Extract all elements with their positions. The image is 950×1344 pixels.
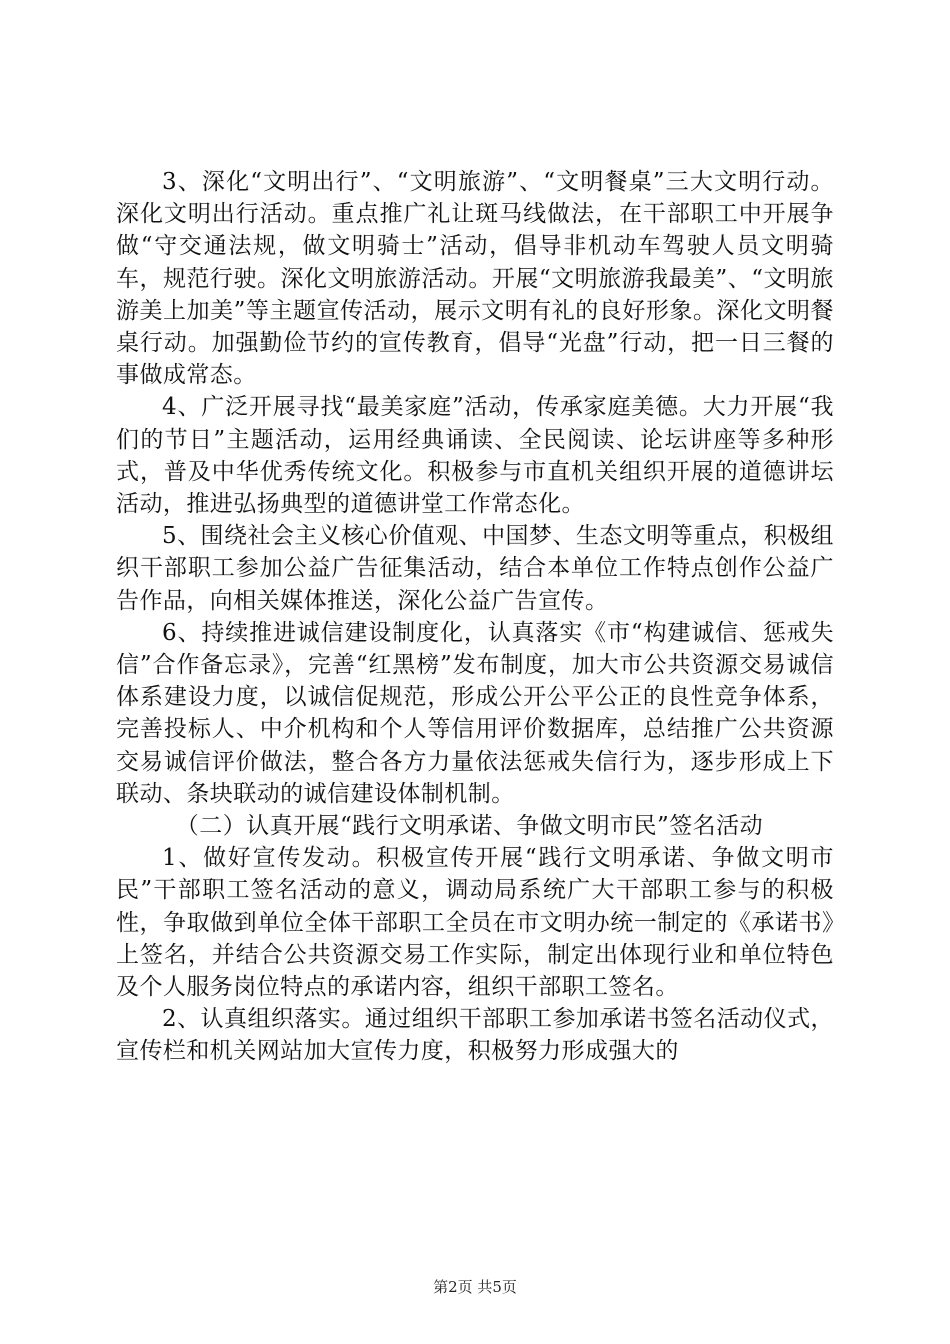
paragraph-item-4: 4、广泛开展寻找“最美家庭”活动，传承家庭美德。大力开展“我们的节日”主题活动，运用经典诵读、全民阅读、论坛讲座等多种形式，普及中华优秀传统文化。积极参与市直机关组织开展的道德讲坛活动，推进弘扬典型的道德讲堂工作常态化。 [116, 394, 834, 518]
page-number-footer: 第2页 共5页 [433, 1278, 517, 1296]
paragraph-item-6: 6、持续推进诚信建设制度化，认真落实《市“构建诚信、惩戒失信”合作备忘录》，完善“红黑榜”发布制度，加大市公共资源交易诚信体系建设力度，以诚信促规范，形成公开公平公正的良性竞争体系，完善投标人、中介机构和个人等信用评价数据库，总结推广公共资源交易诚信评价做法，整合各方力量依法惩戒失信行为，逐步形成上下联动、条块联动的诚信建设体制机制。 [116, 619, 834, 807]
paragraph-publicity: 1、做好宣传发动。积极宣传开展“践行文明承诺、争做文明市民”干部职工签名活动的意义，调动局系统广大干部职工参与的积极性，争取做到单位全体干部职工全员在市文明办统一制定的《承诺书》上签名，并结合公共资源交易工作实际，制定出体现行业和单位特色及个人服务岗位特点的承诺内容，组织干部职工签名。 [116, 845, 834, 1001]
document-body [116, 166, 834, 1068]
paragraph-item-3: 3、深化“文明出行”、“文明旅游”、“文明餐桌”三大文明行动。深化文明出行活动。重点推广礼让斑马线做法，在干部职工中开展争做“守交通法规，做文明骑士”活动，倡导非机动车驾驶人员文明骑车，规范行驶。深化文明旅游活动。开展“文明旅游我最美”、“文明旅游美上加美”等主题宣传活动，展示文明有礼的良好形象。深化文明餐桌行动。加强勤俭节约的宣传教育，倡导“光盘”行动，把一日三餐的事做成常态。 [116, 169, 834, 389]
paragraph-implementation: 2、认真组织落实。通过组织干部职工参加承诺书签名活动仪式，宣传栏和机关网站加大宣传力度，积极努力形成强大的 [116, 1006, 834, 1065]
section-heading-2: （二）认真开展“践行文明承诺、争做文明市民”签名活动 [175, 813, 764, 840]
paragraph-item-5: 5、围绕社会主义核心价值观、中国梦、生态文明等重点，积极组织干部职工参加公益广告征集活动，结合本单位工作特点创作公益广告作品，向相关媒体推送，深化公益广告宣传。 [116, 523, 834, 614]
